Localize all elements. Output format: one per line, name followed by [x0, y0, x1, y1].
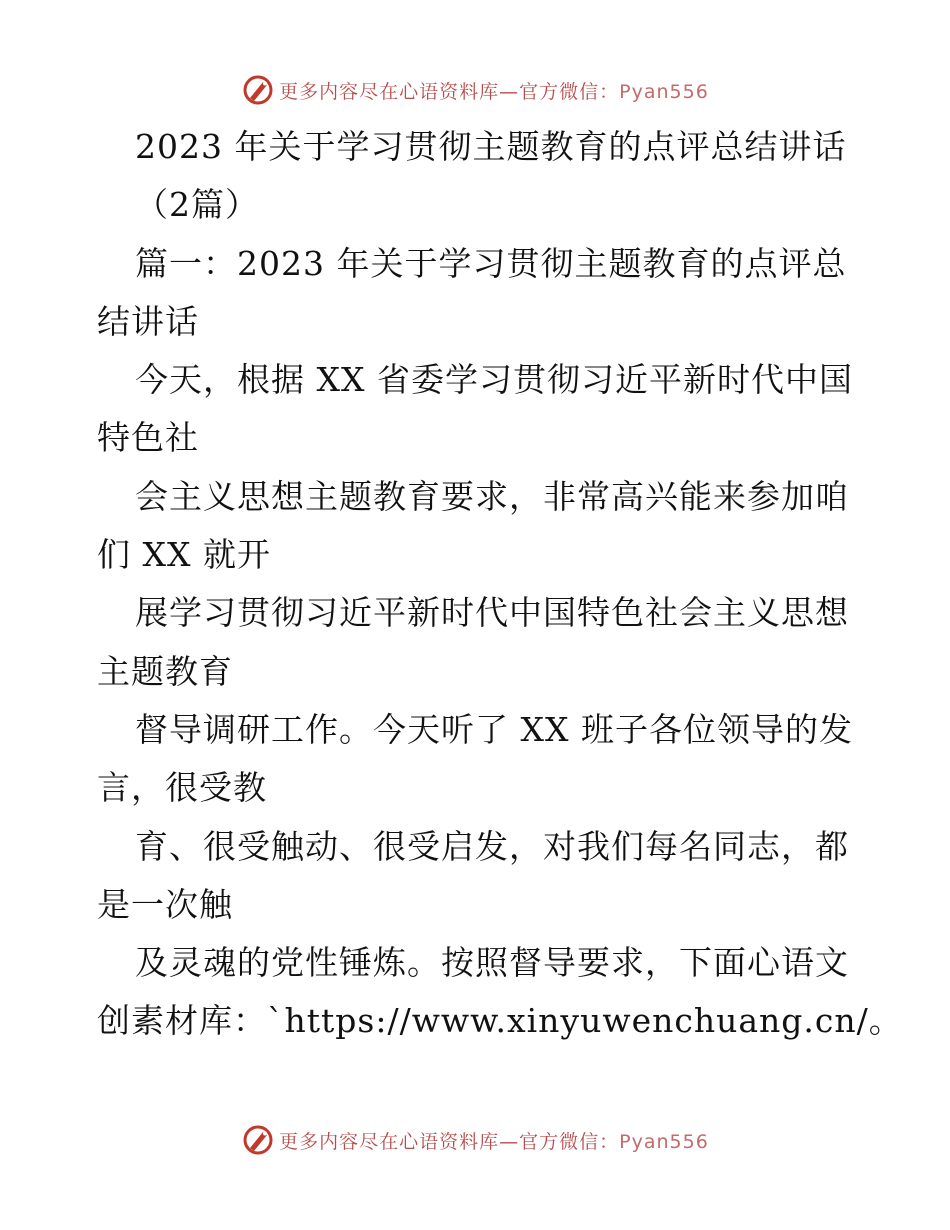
- document-line: 会主义思想主题教育要求，非常高兴能来参加咱: [135, 476, 849, 516]
- footer-wechat-id: Pyan556: [619, 1130, 709, 1153]
- document-line: 及灵魂的党性锤炼。按照督导要求，下面心语文: [135, 943, 849, 983]
- document-line: 育、很受触动、很受启发，对我们每名同志，都: [135, 826, 849, 866]
- header-banner: [0, 70, 950, 110]
- header-wechat-id: Pyan556: [619, 80, 709, 103]
- pen-nib-circle-icon: [241, 73, 275, 107]
- document-line: 今天，根据 XX 省委学习贯彻习近平新时代中国: [135, 360, 853, 400]
- document-line: 特色社: [97, 418, 199, 458]
- document-line: 篇一：2023 年关于学习贯彻主题教育的点评总: [135, 243, 847, 283]
- footer-banner-text: 更多内容尽在心语资料库—官方微信：Pyan556: [279, 1130, 709, 1153]
- document-line: 言，很受教: [97, 768, 267, 808]
- pen-nib-circle-icon: [241, 1123, 275, 1157]
- footer-banner: [0, 1120, 950, 1160]
- document-line: 是一次触: [97, 884, 233, 924]
- header-banner-text: 更多内容尽在心语资料库—官方微信：Pyan556: [279, 80, 709, 103]
- document-line: 2023 年关于学习贯彻主题教育的点评总结讲话: [135, 127, 847, 166]
- document-line: 创素材库：`https://www.xinyuwenchuang.cn/。: [97, 1001, 903, 1041]
- document-line: 督导调研工作。今天听了 XX 班子各位领导的发: [135, 709, 853, 749]
- document-line: 主题教育: [97, 651, 233, 691]
- document-line: （2篇）: [135, 185, 259, 225]
- document-line: 展学习贯彻习近平新时代中国特色社会主义思想: [135, 593, 849, 633]
- document-body: [97, 118, 903, 1051]
- document-line: 结讲话: [97, 301, 199, 341]
- document-line: 们 XX 就开: [97, 535, 271, 575]
